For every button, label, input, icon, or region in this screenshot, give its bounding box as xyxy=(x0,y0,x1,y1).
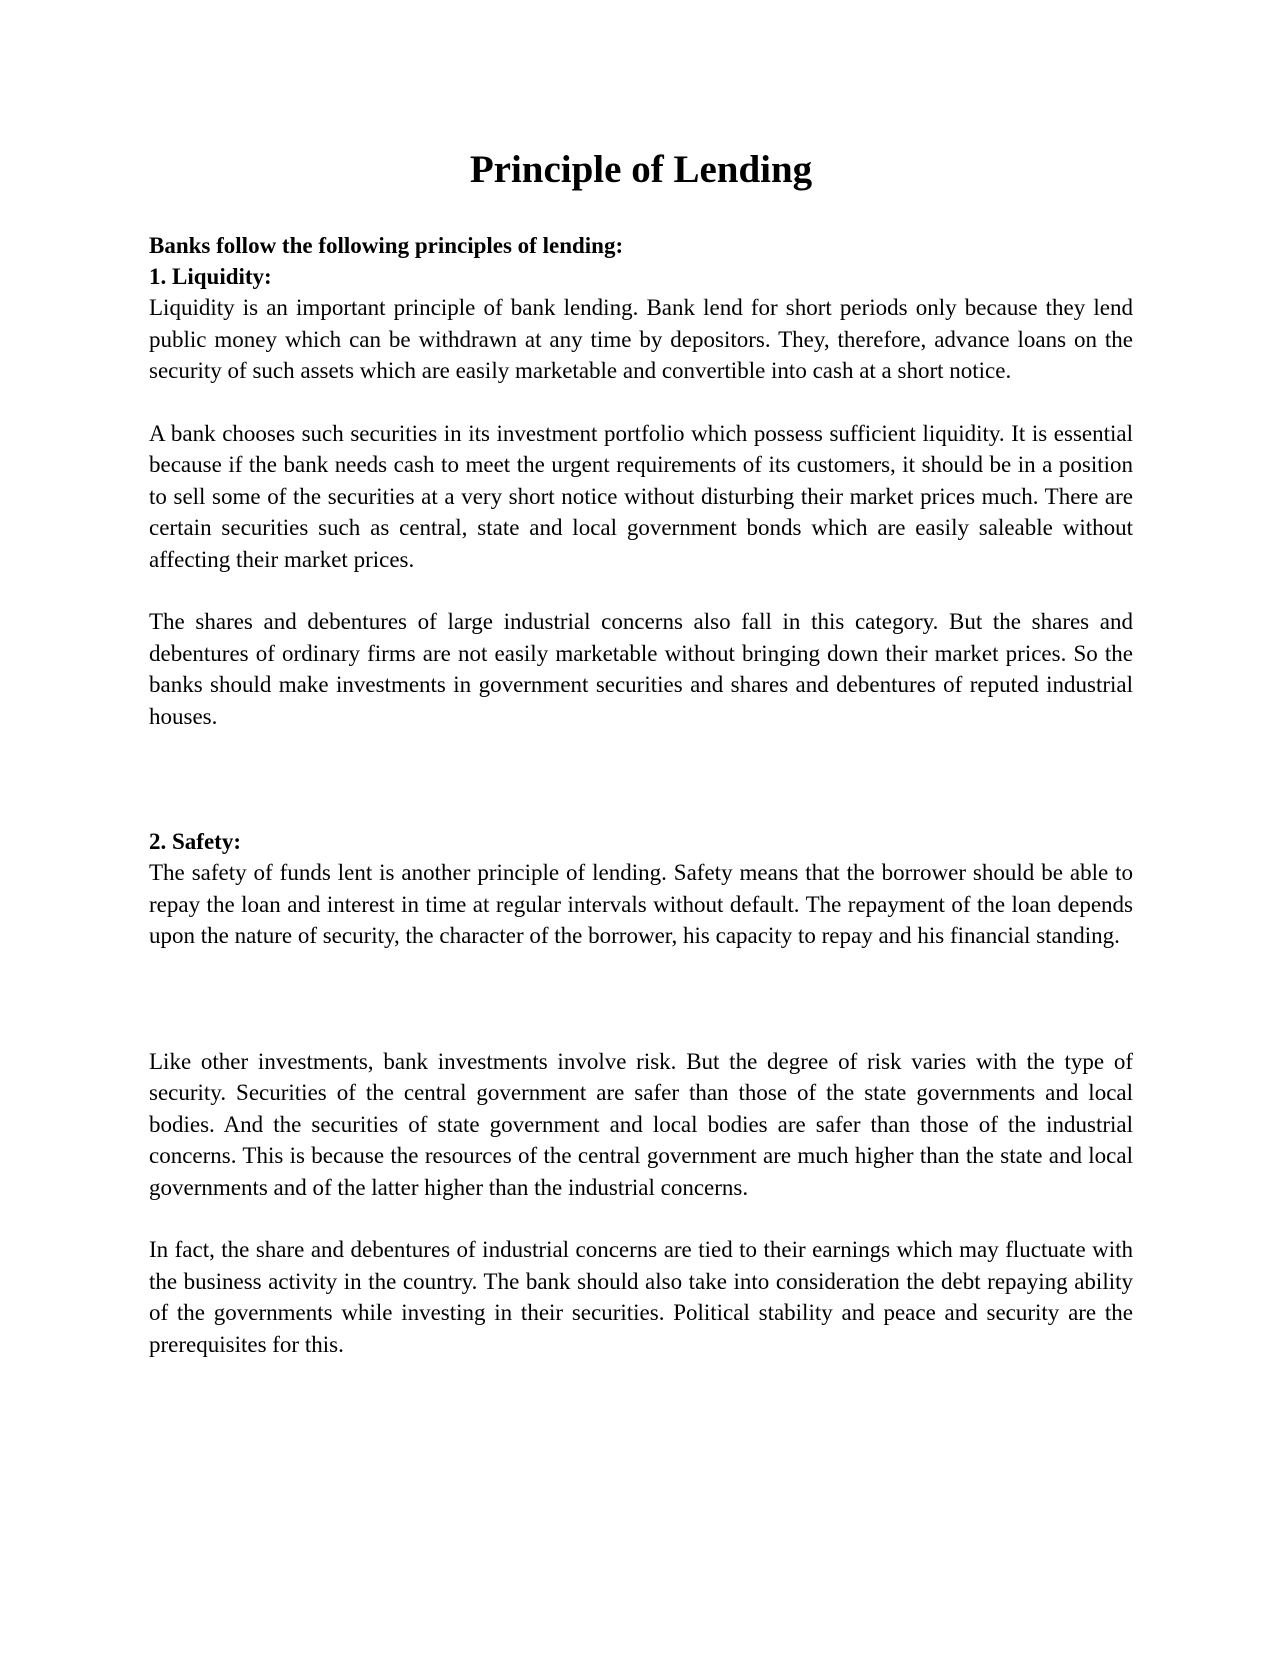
safety-paragraph-1: The safety of funds lent is another principle of lending. Safety means that the borrower should be able to repay the loan and interest in time at regular intervals without default. The repayment of the loan depends upon the nature of security, the character of the borrower, his capacity to repay and his financial standing. xyxy=(149,860,1133,948)
section-spacer xyxy=(149,952,1133,1046)
intro-text: Banks follow the following principles of lending: xyxy=(149,233,624,258)
liquidity-paragraph-2: A bank chooses such securities in its investment portfolio which possess sufficient liquidity. It is essential because if the bank needs cash to meet the urgent requirements of its customers, it should be in a position to sell some of the securities at a very short notice without disturbing their market prices much. There are certain securities such as central, state and local government bonds which are easily saleable without affecting their market prices. xyxy=(149,420,1133,572)
paragraph-spacer xyxy=(149,387,1133,418)
section-heading-liquidity: 1. Liquidity: xyxy=(149,264,272,289)
liquidity-paragraph-1: Liquidity is an important principle of bank lending. Bank lend for short periods only because they lend public money which can be withdrawn at any time by depositors. They, therefore, advance loans on the security of such assets which are easily marketable and convertible into cash at a short notice. xyxy=(149,295,1133,383)
section-heading-safety: 2. Safety: xyxy=(149,829,241,854)
liquidity-paragraph-3: The shares and debentures of large industrial concerns also fall in this category. But the shares and debentures of ordinary firms are not easily marketable without bringing down their market prices. So the banks should make investments in government securities and shares and debentures of reputed industrial houses. xyxy=(149,609,1133,729)
document-title: Principle of Lending xyxy=(469,148,813,191)
safety-paragraph-2: Like other investments, bank investments involve risk. But the degree of risk varies with the type of security. Securities of the central government are safer than those of the state governments and local bodies. And the securities of state government and local bodies are safer than those of the industrial concerns. This is because the resources of the central government are much higher than the state and local governments and of the latter higher than the industrial concerns. xyxy=(149,1048,1133,1200)
section-spacer xyxy=(149,732,1133,826)
safety-paragraph-3: In fact, the share and debentures of industrial concerns are tied to their earnings which may fluctuate with the business activity in the country. The bank should also take into consideration the debt repaying ability of the governments while investing in their securities. Political stability and peace and security are the prerequisites for this. xyxy=(149,1237,1133,1357)
paragraph-spacer xyxy=(149,1203,1133,1234)
document-page xyxy=(149,140,1133,1360)
paragraph-spacer xyxy=(149,575,1133,606)
